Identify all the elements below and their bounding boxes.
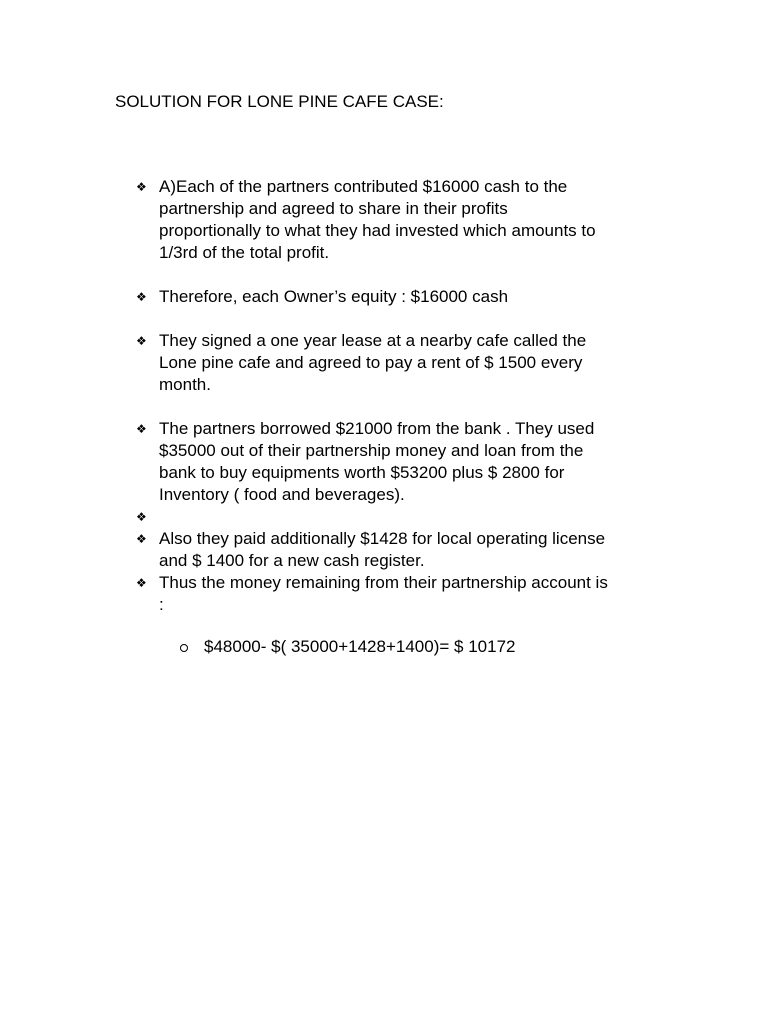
- sub-list-item: [180, 636, 515, 658]
- document-title: SOLUTION FOR LONE PINE CAFE CASE:: [115, 92, 444, 111]
- bullet-list: [133, 176, 673, 616]
- diamond-bullet-icon: ❖: [136, 532, 147, 546]
- sub-bullet-list: [180, 636, 515, 658]
- list-item: [133, 418, 673, 506]
- bullet-text: They signed a one year lease at a nearby cafe called the Lone pine cafe and agreed to pay a rent of $ 1500 every month.: [159, 331, 587, 394]
- bullet-text: The partners borrowed $21000 from the bank . They used $35000 out of their partnership money and loan from the bank to buy equipments worth $53200 plus $ 2800 for Inventory ( food and beverages).: [159, 419, 595, 504]
- bullet-text: Therefore, each Owner’s equity : $16000 cash: [159, 287, 509, 306]
- circle-bullet-icon: [180, 644, 188, 652]
- list-item: [133, 286, 673, 308]
- diamond-bullet-icon: ❖: [136, 334, 147, 348]
- diamond-bullet-icon: ❖: [136, 576, 147, 590]
- list-item: [133, 572, 673, 616]
- bullet-text: Thus the money remaining from their partnership account is :: [159, 573, 608, 614]
- bullet-text: A)Each of the partners contributed $16000 cash to the partnership and agreed to share in their profits proportionally to what they had invested which amounts to 1/3rd of the total profit.: [159, 177, 596, 262]
- bullet-text: Also they paid additionally $1428 for local operating license and $ 1400 for a new cash register.: [159, 529, 606, 570]
- sub-bullet-text: $48000- $( 35000+1428+1400)= $ 10172: [204, 637, 516, 656]
- list-item: [133, 176, 673, 264]
- diamond-bullet-icon: ❖: [136, 290, 147, 304]
- diamond-bullet-icon: ❖: [136, 422, 147, 436]
- list-item: [133, 330, 673, 396]
- diamond-bullet-icon: ❖: [136, 510, 147, 524]
- list-item: [133, 506, 673, 528]
- diamond-bullet-icon: ❖: [136, 180, 147, 194]
- list-item: [133, 528, 673, 572]
- bullet-text: [159, 506, 673, 528]
